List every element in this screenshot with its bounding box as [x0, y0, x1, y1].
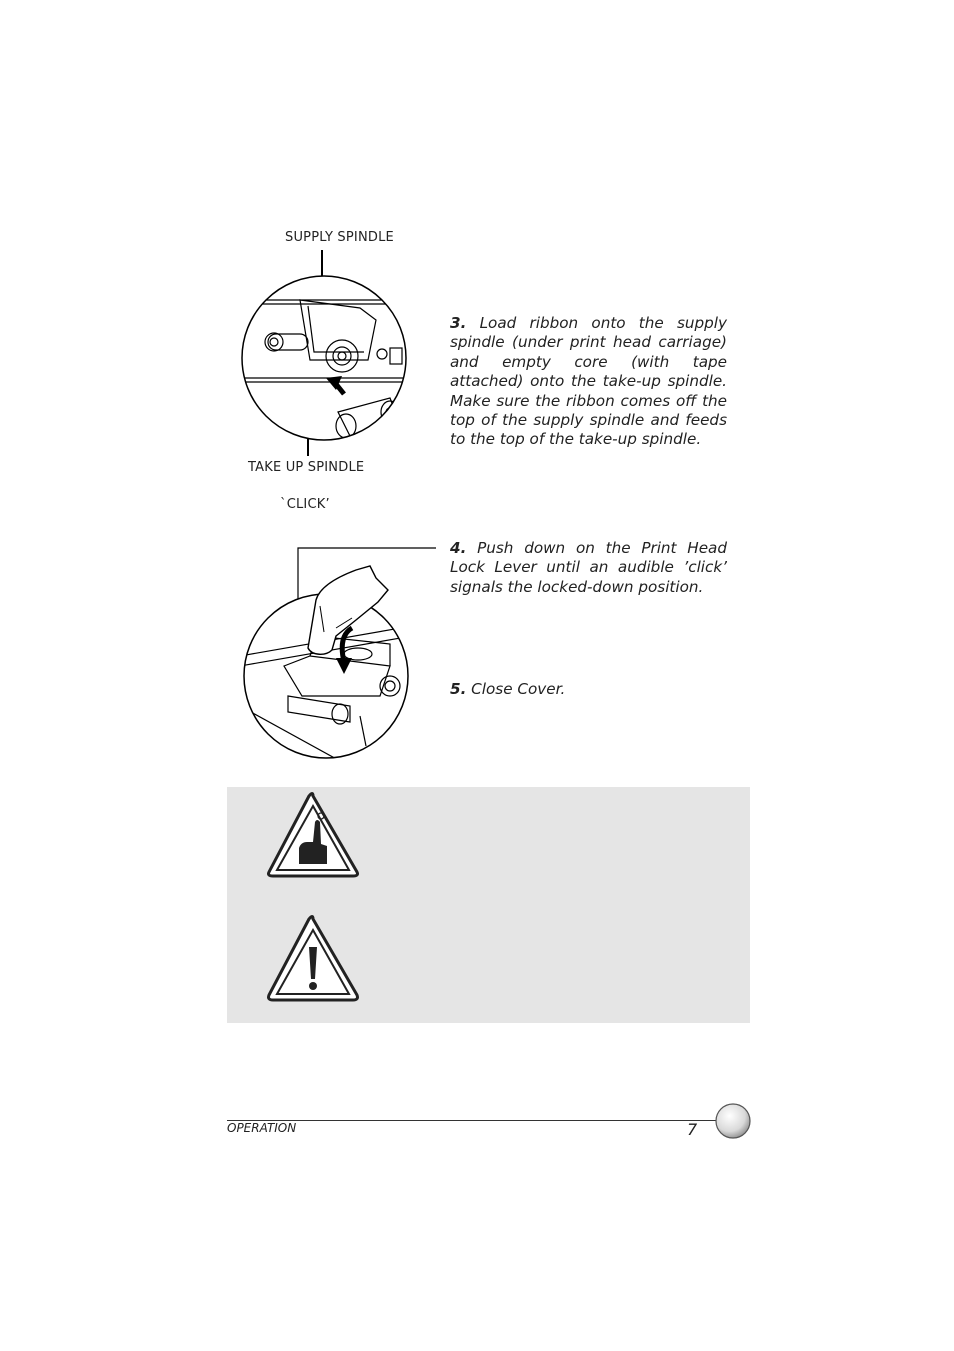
footer-section: OPERATION: [227, 1121, 297, 1135]
print-head-lock-illustration: [240, 536, 440, 761]
step-5-number: 5.: [450, 680, 467, 698]
step-3: [450, 314, 727, 450]
page-tab-circle: [714, 1102, 752, 1140]
step-3-text: Load ribbon onto the supply spindle (under print head carriage) and empty core (with tape attached) onto the take-up spindle. Make sure the ribbon comes off the top of the supply spindle and feeds to the top of the take-up spindle.: [450, 314, 727, 449]
footer-rule: [227, 1120, 719, 1121]
step-3-number: 3.: [450, 314, 467, 332]
step-4: [450, 539, 727, 597]
ribbon-loading-illustration: [240, 248, 412, 458]
click-label: `CLICK’: [280, 497, 330, 512]
step-5-text: Close Cover.: [471, 680, 566, 698]
supply-spindle-label: SUPPLY SPINDLE: [285, 230, 394, 245]
pointing-hand-icon: [265, 792, 361, 878]
notes-box: [227, 787, 750, 1023]
step-4-number: 4.: [450, 539, 467, 557]
page-number: 7: [687, 1120, 698, 1139]
step-4-text: Push down on the Print Head Lock Lever until an audible ’click’ signals the locked-down position.: [450, 539, 727, 596]
warning-exclamation-icon: [265, 915, 361, 1003]
take-up-spindle-label: TAKE UP SPINDLE: [248, 460, 365, 475]
step-5: [450, 680, 727, 699]
